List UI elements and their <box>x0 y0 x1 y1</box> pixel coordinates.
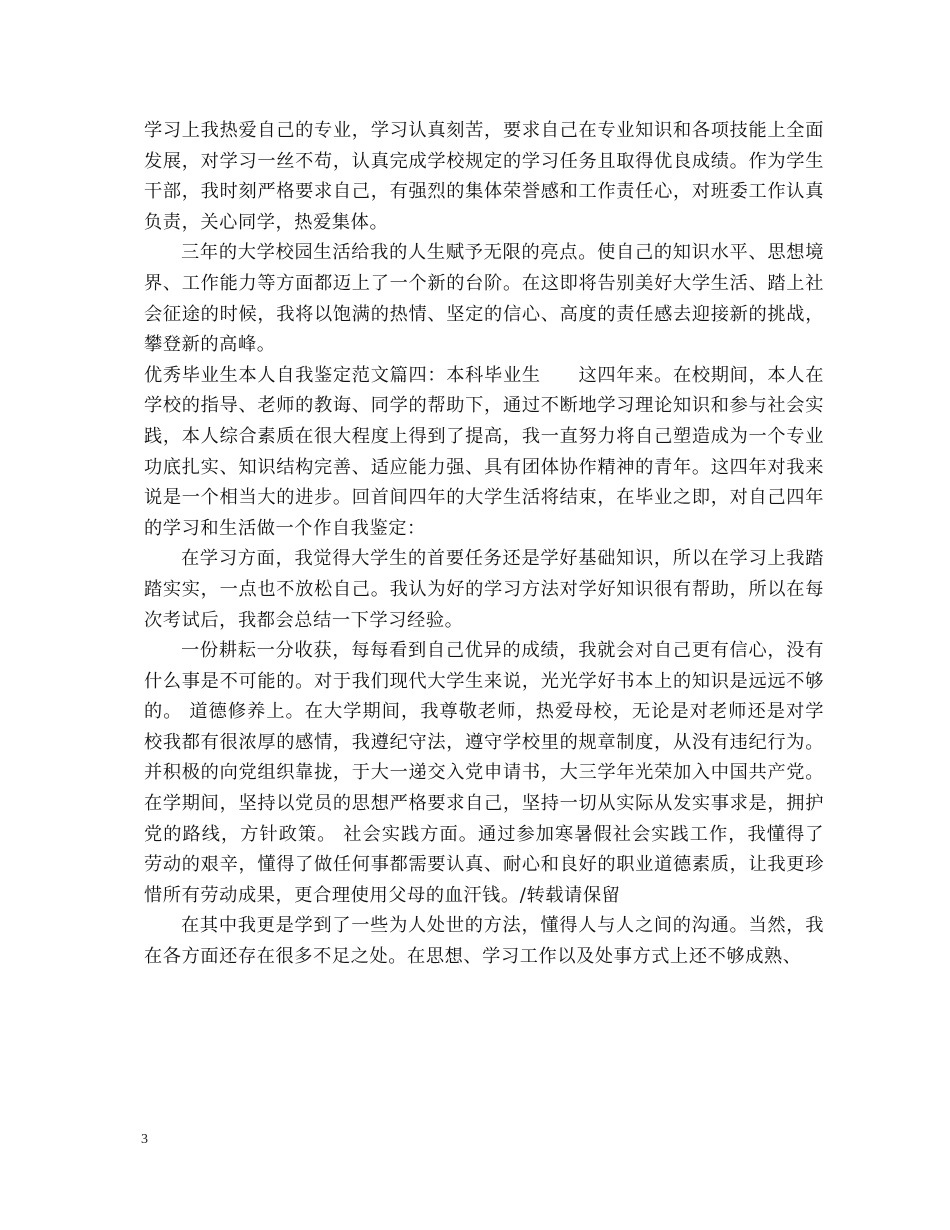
page-number: 3 <box>141 1132 148 1147</box>
paragraph-3: 优秀毕业生本人自我鉴定范文篇四：本科毕业生 这四年来。在校期间，本人在学校的指导、老师的教诲、同学的帮助下，通过不断地学习理论知识和参与社会实践，本人综合素质在很大程度上得到了提高，我一直努力将自己塑造成为一个专业功底扎实、知识结构完善、适应能力强、具有团体协作精神的青年。这四年对我来说是一个相当大的进步。回首间四年的大学生活将结束，在毕业之即，对自己四年的学习和生活做一个作自我鉴定： <box>144 364 824 539</box>
paragraph-2: 三年的大学校园生活给我的人生赋予无限的亮点。使自己的知识水平、思想境界、工作能力等方面都迈上了一个新的台阶。在这即将告别美好大学生活、踏上社会征途的时候，我将以饱满的热情、坚定的信心、高度的责任感去迎接新的挑战，攀登新的高峰。 <box>144 242 824 356</box>
paragraph-5: 一份耕耘一分收获，每每看到自己优异的成绩，我就会对自己更有信心，没有什么事是不可能的。对于我们现代大学生来说，光光学好书本上的知识是远远不够的。 道德修养上。在大学期间，我尊敬老师，热爱母校，无论是对老师还是对学校我都有很浓厚的感情，我遵纪守法，遵守学校里的规章制度，从没有违纪行为。并积极的向党组织靠拢，于大一递交入党申请书，大三学年光荣加入中国共产党。在学期间，坚持以党员的思想严格要求自己，坚持一切从实际从发实事求是，拥护党的路线，方针政策。 社会实践方面。通过参加寒暑假社会实践工作，我懂得了劳动的艰辛，懂得了做任何事都需要认真、耐心和良好的职业道德素质，让我更珍惜所有劳动成果，更合理使用父母的血汗钱。/转载请保留 <box>144 640 824 906</box>
document-body <box>144 116 824 973</box>
paragraph-4: 在学习方面，我觉得大学生的首要任务还是学好基础知识，所以在学习上我踏踏实实，一点也不放松自己。我认为好的学习方法对学好知识很有帮助，所以在每次考试后，我都会总结一下学习经验。 <box>144 548 824 631</box>
paragraph-1: 学习上我热爱自己的专业，学习认真刻苦，要求自己在专业知识和各项技能上全面发展，对学习一丝不苟，认真完成学校规定的学习任务且取得优良成绩。作为学生干部，我时刻严格要求自己，有强烈的集体荣誉感和工作责任心，对班委工作认真负责，关心同学，热爱集体。 <box>144 120 824 233</box>
paragraph-6: 在其中我更是学到了一些为人处世的方法，懂得人与人之间的沟通。当然，我在各方面还存在很多不足之处。在思想、学习工作以及处事方式上还不够成熟、 <box>144 915 824 968</box>
